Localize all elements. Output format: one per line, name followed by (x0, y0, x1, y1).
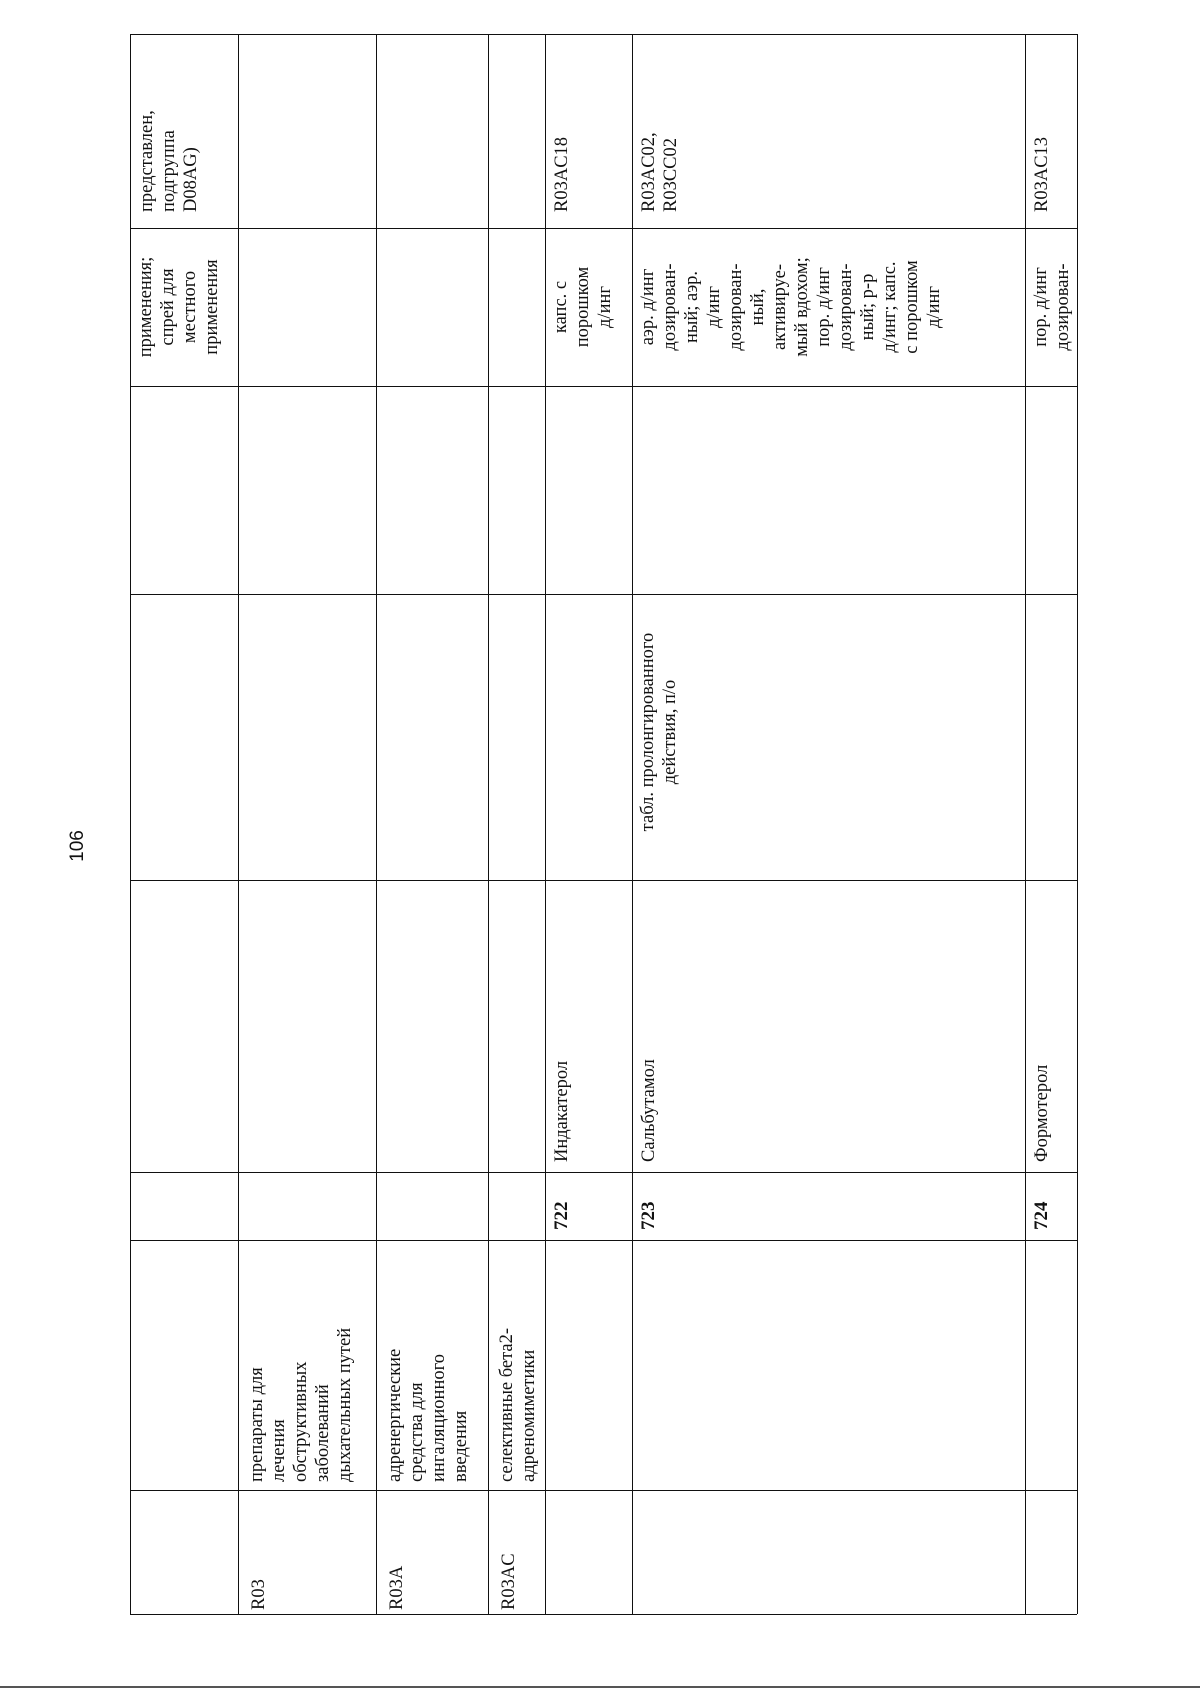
continuation-form-cell: применения; спрей для местного применения (136, 256, 222, 358)
entry-number-cell: 723 (638, 1201, 659, 1230)
entry-number-cell: 724 (1031, 1201, 1052, 1230)
inn-name-cell: Индакатерол (552, 1060, 572, 1162)
anatomical-group-cell: селективные бета2- адреномиметики (497, 1327, 539, 1482)
atc-code-cell: R03AC (499, 1553, 519, 1610)
page-number: 106 (67, 830, 88, 862)
atc-code-cell: R03AC02, R03CC02 (639, 132, 681, 212)
dosage-form-cell: пор. д/инг дозирован- (1031, 263, 1073, 351)
row-line (130, 386, 1077, 387)
inn-name-cell: Сальбутамол (639, 1059, 659, 1162)
atc-code-cell: R03AC18 (552, 136, 572, 212)
table-border-bottom (130, 1614, 1077, 1615)
inn-name-cell: Формотерол (1032, 1064, 1052, 1162)
anatomical-group-cell: препараты для лечения обструктивных заболеваний дыхательных путей (247, 1327, 355, 1482)
dosage-form-cell: капс. с порошком д/инг (551, 266, 615, 348)
dosage-form-cell: табл. пролонгированного действия, п/о (638, 632, 680, 832)
anatomical-group-cell: адренергические средства для ингаляционного введения (385, 1348, 471, 1482)
atc-code-cell: R03 (249, 1579, 269, 1610)
dosage-form-cell: аэр. д/инг дозирован- ный; аэр. д/инг дозирован- ный, активируе- мый вдохом; пор. д/инг дозирован- ный; р-р д/инг; капс. с порошком д/инг (638, 257, 944, 357)
scan-edge-line (0, 1686, 1200, 1688)
continuation-atc-cell: представлен, подгруппа D08AG) (137, 110, 201, 212)
entry-number-cell: 722 (551, 1201, 572, 1230)
atc-code-cell: R03A (387, 1565, 407, 1610)
table-border-right (1077, 34, 1078, 1614)
atc-code-cell: R03AC13 (1032, 136, 1052, 212)
